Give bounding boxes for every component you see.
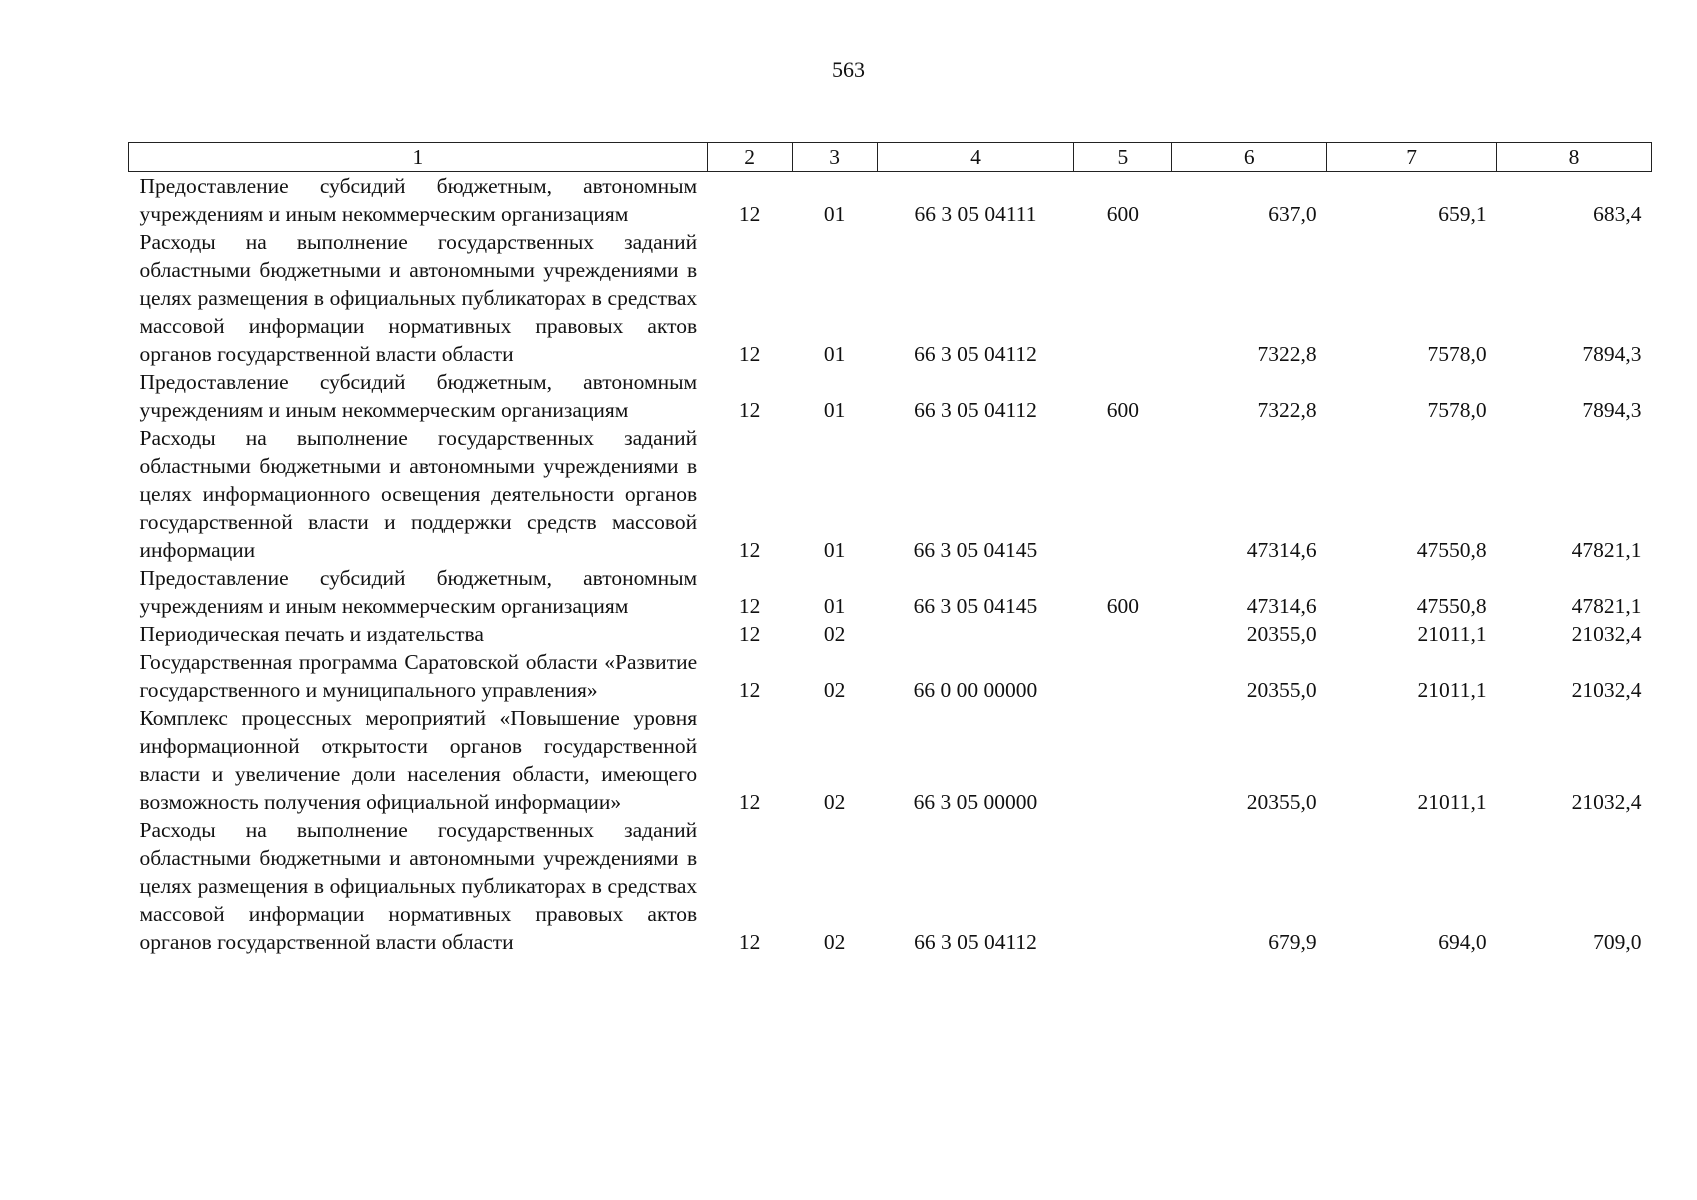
row-section: 12 (738, 930, 761, 954)
row-expense-type (1074, 648, 1172, 704)
row-value-col8: 21032,4 (1571, 678, 1642, 702)
row-value-col6: 637,0 (1268, 202, 1317, 226)
row-subsection: 02 (823, 790, 846, 814)
header-col-5: 5 (1074, 143, 1172, 172)
row-expense-type (1074, 620, 1172, 648)
row-value-col6: 20355,0 (1246, 790, 1317, 814)
row-value-col7: 47550,8 (1416, 538, 1487, 562)
row-expense-type: 600 (1106, 398, 1139, 422)
row-value-col6: 7322,8 (1257, 398, 1317, 422)
row-target-article: 66 3 05 04112 (914, 930, 1037, 954)
table-body (129, 172, 1652, 957)
row-section: 12 (738, 790, 761, 814)
row-target-article: 66 3 05 04145 (913, 594, 1038, 618)
row-value-col6: 20355,0 (1246, 678, 1317, 702)
table-row (129, 228, 1652, 368)
header-col-7: 7 (1327, 143, 1497, 172)
row-target-article (877, 620, 1074, 648)
row-value-col7: 694,0 (1438, 930, 1487, 954)
row-value-col8: 47821,1 (1571, 594, 1642, 618)
row-value-col7: 21011,1 (1417, 790, 1487, 814)
header-col-4: 4 (877, 143, 1074, 172)
row-subsection: 02 (823, 622, 846, 646)
row-target-article: 66 3 05 00000 (913, 790, 1038, 814)
row-description: Расходы на выполнение государственных заданий областными бюджетными и автономными учреждениями в целях размещения в официальных публикаторах в средствах массовой информации нормативных правовых актов органов государственной власти области (139, 818, 698, 954)
row-description: Предоставление субсидий бюджетным, автономным учреждениям и иным некоммерческим организациям (139, 370, 698, 422)
header-col-8: 8 (1497, 143, 1652, 172)
row-subsection: 02 (823, 678, 846, 702)
row-expense-type (1074, 816, 1172, 956)
row-value-col6: 679,9 (1268, 930, 1317, 954)
row-value-col8: 683,4 (1593, 202, 1642, 226)
row-description: Предоставление субсидий бюджетным, автономным учреждениям и иным некоммерческим организациям (139, 174, 698, 226)
row-description: Предоставление субсидий бюджетным, автономным учреждениям и иным некоммерческим организациям (139, 566, 698, 618)
row-section: 12 (738, 202, 761, 226)
row-description: Периодическая печать и издательства (139, 622, 484, 646)
table-row (129, 368, 1652, 424)
table-row (129, 704, 1652, 816)
row-value-col8: 7894,3 (1582, 398, 1642, 422)
header-col-1: 1 (129, 143, 708, 172)
row-section: 12 (738, 622, 761, 646)
row-expense-type (1074, 228, 1172, 368)
row-section: 12 (738, 678, 761, 702)
row-target-article: 66 3 05 04112 (914, 398, 1037, 422)
header-col-2: 2 (707, 143, 792, 172)
row-subsection: 01 (823, 202, 846, 226)
header-row (129, 143, 1652, 172)
row-expense-type: 600 (1106, 594, 1139, 618)
row-section: 12 (738, 594, 761, 618)
row-subsection: 01 (823, 538, 846, 562)
row-subsection: 01 (823, 398, 846, 422)
row-value-col7: 21011,1 (1417, 678, 1487, 702)
row-section: 12 (738, 538, 761, 562)
row-expense-type: 600 (1106, 202, 1139, 226)
row-value-col7: 659,1 (1438, 202, 1487, 226)
header-col-3: 3 (792, 143, 877, 172)
row-value-col8: 21032,4 (1571, 790, 1642, 814)
table-row (129, 564, 1652, 620)
table-row (129, 172, 1652, 229)
row-value-col7: 7578,0 (1427, 398, 1487, 422)
row-expense-type (1074, 704, 1172, 816)
row-subsection: 02 (823, 930, 846, 954)
row-value-col8: 47821,1 (1571, 538, 1642, 562)
table-row (129, 816, 1652, 956)
row-target-article: 66 0 00 00000 (913, 678, 1038, 702)
page-number: 563 (832, 57, 865, 82)
row-description: Государственная программа Саратовской области «Развитие государственного и муниципального управления» (139, 650, 698, 702)
row-subsection: 01 (823, 342, 846, 366)
row-target-article: 66 3 05 04111 (914, 202, 1037, 226)
header-col-6: 6 (1172, 143, 1327, 172)
row-section: 12 (738, 398, 761, 422)
row-value-col6: 47314,6 (1246, 594, 1317, 618)
row-expense-type (1074, 424, 1172, 564)
table-row (129, 424, 1652, 564)
row-value-col6: 20355,0 (1246, 622, 1317, 646)
row-value-col7: 7578,0 (1427, 342, 1487, 366)
row-value-col8: 21032,4 (1571, 622, 1642, 646)
row-value-col7: 47550,8 (1416, 594, 1487, 618)
row-description: Расходы на выполнение государственных заданий областными бюджетными и автономными учреждениями в целях информационного освещения деятельности органов государственной власти и поддержки средств массовой информации (139, 426, 698, 562)
row-value-col7: 21011,1 (1417, 622, 1487, 646)
row-subsection: 01 (823, 594, 846, 618)
row-value-col8: 7894,3 (1582, 342, 1642, 366)
row-value-col6: 7322,8 (1257, 342, 1317, 366)
row-description: Комплекс процессных мероприятий «Повышение уровня информационной открытости органов государственной власти и увеличение доли населения области, имеющего возможность получения официальной информации» (139, 706, 698, 814)
row-target-article: 66 3 05 04145 (913, 538, 1038, 562)
table-header (129, 143, 1652, 172)
row-value-col6: 47314,6 (1246, 538, 1317, 562)
table-row (129, 648, 1652, 704)
row-description: Расходы на выполнение государственных заданий областными бюджетными и автономными учреждениями в целях размещения в официальных публикаторах в средствах массовой информации нормативных правовых актов органов государственной власти области (139, 230, 698, 366)
row-value-col8: 709,0 (1593, 930, 1642, 954)
budget-table (128, 142, 1652, 956)
table-row (129, 620, 1652, 648)
row-section: 12 (738, 342, 761, 366)
row-target-article: 66 3 05 04112 (914, 342, 1037, 366)
